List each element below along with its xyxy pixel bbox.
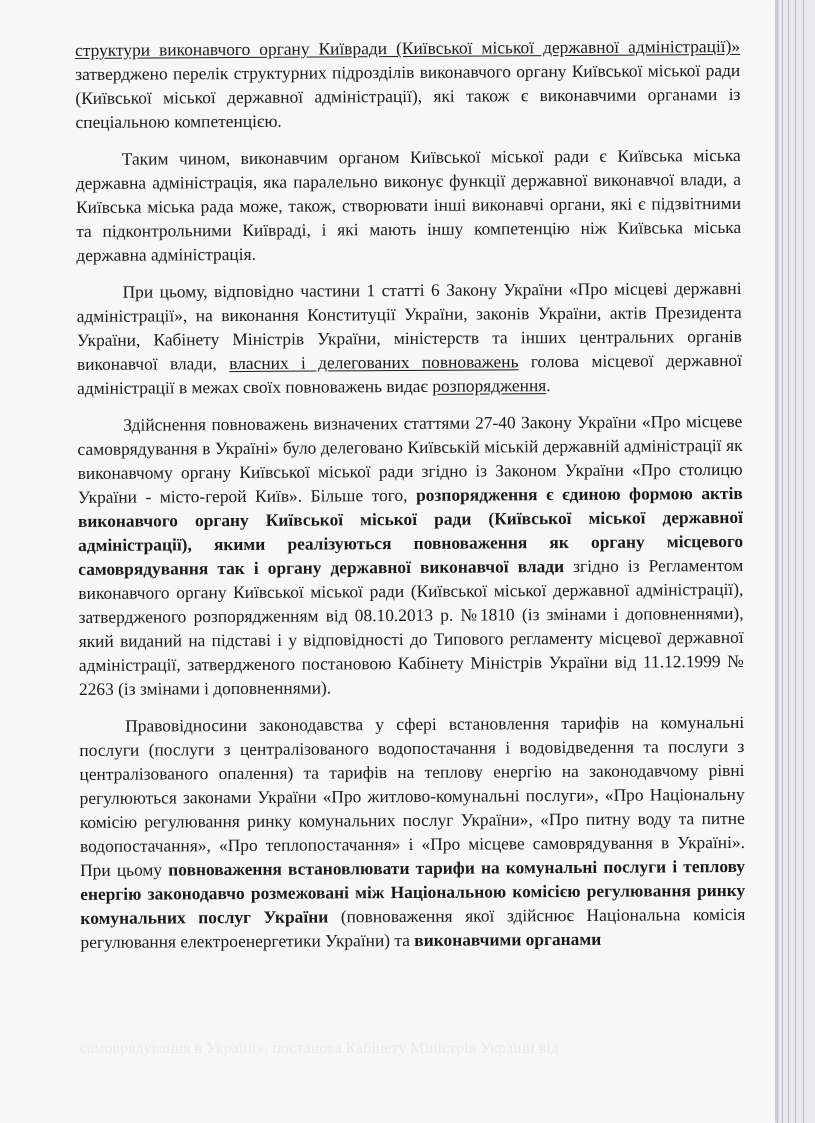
- paragraph-text: Правовідносини законодавства у сфері встановлення тарифів на комунальні послуги (послуги з централізованого водопостачання і водовідведення та послуги з централізованого опалення) та тарифів на теплову енергію на законодавчому рівні регулюються законами України «Про житлово-комунальні послуги», «Про Національну комісію регулювання ринку комунальних послуг України», «Про питну воду та питне водопостачання», «Про теплопостачання» і «Про місцеве самоврядування в Україні». При цьому: [79, 711, 745, 880]
- paragraph-3: [76, 276, 742, 400]
- bold-text: повноваження встановлювати тарифи на комунальні послуги і теплову енергію законодавчо розмежовані між Національною комісією регулювання ринку комунальних послуг України: [80, 855, 746, 928]
- paragraph-4: [77, 409, 744, 701]
- document-body: [75, 34, 746, 967]
- underlined-text: структури виконавчого органу Київради (Київської міської державної адміністрації)»: [75, 35, 741, 60]
- paragraph-text: .: [546, 375, 551, 396]
- bleed-through-text: самоврядування в Україні», постанова Кабінету Міністрів України від: [80, 1040, 559, 1057]
- paragraph-text: При цьому, відповідно частини 1 статті 6 Закону України «Про місцеві державні адміністрації», на виконання Конституції України, законів України, актів Президента України, Кабінету Міністрів України, міністерств та інших центральних органів виконавчої влади,: [76, 277, 742, 374]
- paragraph-text: голова місцевої державної адміністрації в межах своїх повноважень видає: [77, 349, 743, 398]
- underlined-text: розпорядження: [432, 375, 547, 396]
- paragraph-2: [76, 143, 742, 267]
- underlined-text: власних і делегованих повноважень: [229, 351, 519, 374]
- paragraph-1: [75, 34, 741, 134]
- paragraph-text: затверджено перелік структурних підрозділів виконавчого органу Київської міської ради (Київської міської державної адміністрації), які також є виконавчими органами із спеціальною компетенцією.: [75, 59, 741, 132]
- paragraph-5: [79, 710, 745, 954]
- page-edge: [782, 0, 783, 1123]
- page-edge: [777, 0, 778, 1123]
- page-edge: [795, 0, 796, 1123]
- bold-text: виконавчими органами: [414, 928, 602, 950]
- page-edge: [788, 0, 789, 1123]
- bold-text: розпорядження є єдиною формою актів виконавчого органу Київської міської ради (Київської міської державної адміністрації), якими реалізуються повноваження як органу місцевого самоврядування так і органу державної виконавчої влади: [77, 482, 744, 579]
- paragraph-text: згідно із Регламентом виконавчого органу Київської міської ради (Київської міської державної адміністрації), затвердженого розпорядженням від 08.10.2013 р. №1810 (із змінами і доповненнями), який виданий на підставі і у відповідності до Типового регламенту місцевої державної адміністрації, затвердженого постановою Кабінету Міністрів України від 11.12.1999 № 2263 (із змінами і доповненнями).: [78, 554, 744, 699]
- paragraph-text: (повноваження якої здійснює Національна комісія регулювання електроенергетики України) та: [80, 903, 746, 952]
- paragraph-text: Таким чином, виконавчим органом Київської міської ради є Київська міська державна адміністрація, яка паралельно виконує функції державної виконавчої влади, а Київська міська рада може, також, створювати інші виконавчі органи, які є підзвітними та підконтрольними Київраді, і які мають іншу компетенцію ніж Київська міська державна адміністрація.: [75, 144, 742, 265]
- paragraph-text: Здійснення повноважень визначених статтями 27-40 Закону України «Про місцеве самоврядування в Україні» було делеговано Київській міській державній адміністрації як виконавчому органу Київської міської ради згідно із Законом України «Про столицю України - місто-герой Київ». Більше того,: [77, 410, 743, 507]
- page-edge: [803, 0, 804, 1123]
